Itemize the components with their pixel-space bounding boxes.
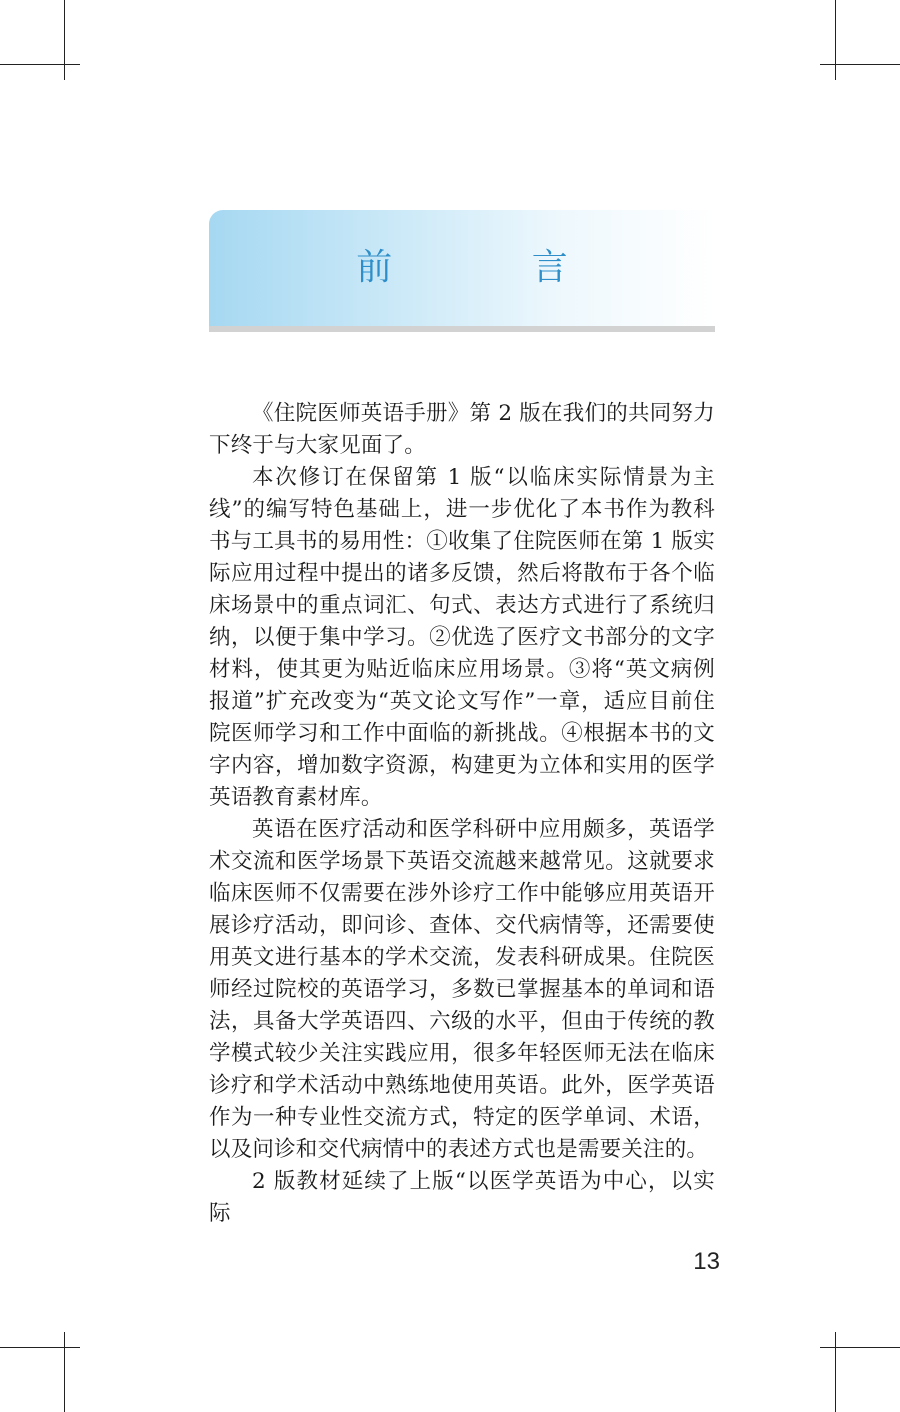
crop-mark-bottom-left-v [64,1332,65,1412]
page-title: 前 言 [356,247,632,288]
paragraph-1: 《住院医师英语手册》第 2 版在我们的共同努力下终于与大家见面了。 [209,401,715,458]
crop-mark-top-left-h [0,64,80,65]
crop-mark-top-right-h [820,64,900,65]
crop-mark-bottom-left-h [0,1347,80,1348]
crop-mark-bottom-right-v [835,1332,836,1412]
paragraph-4: 2 版教材延续了上版“以医学英语为中心，以实际 [209,1169,715,1226]
preface-banner [209,210,715,332]
paragraph-3: 英语在医疗活动和医学科研中应用颇多，英语学术交流和医学场景下英语交流越来越常见。这就要求临床医师不仅需要在涉外诊疗工作中能够应用英语开展诊疗活动，即问诊、查体、交代病情等，还需要使用英文进行基本的学术交流，发表科研成果。住院医师经过院校的英语学习，多数已掌握基本的单词和语法，具备大学英语四、六级的水平，但由于传统的教学模式较少关注实践应用，很多年轻医师无法在临床诊疗和学术活动中熟练地使用英语。此外，医学英语作为一种专业性交流方式，特定的医学单词、术语，以及问诊和交代病情中的表述方式也是需要关注的。 [209,817,715,1162]
preface-body [209,398,715,1230]
crop-mark-top-left-v [64,0,65,80]
crop-mark-bottom-right-h [820,1347,900,1348]
crop-mark-top-right-v [835,0,836,80]
page-number: 13 [693,1248,720,1275]
paragraph-2: 本次修订在保留第 1 版“以临床实际情景为主线”的编写特色基础上，进一步优化了本书作为教科书与工具书的易用性：①收集了住院医师在第 1 版实际应用过程中提出的诸多反馈，然后将散布于各个临床场景中的重点词汇、句式、表达方式进行了系统归纳，以便于集中学习。②优选了医疗文书部分的文字材料，使其更为贴近临床应用场景。③将“英文病例报道”扩充改变为“英文论文写作”一章，适应目前住院医师学习和工作中面临的新挑战。④根据本书的文字内容，增加数字资源，构建更为立体和实用的医学英语教育素材库。 [209,465,715,810]
